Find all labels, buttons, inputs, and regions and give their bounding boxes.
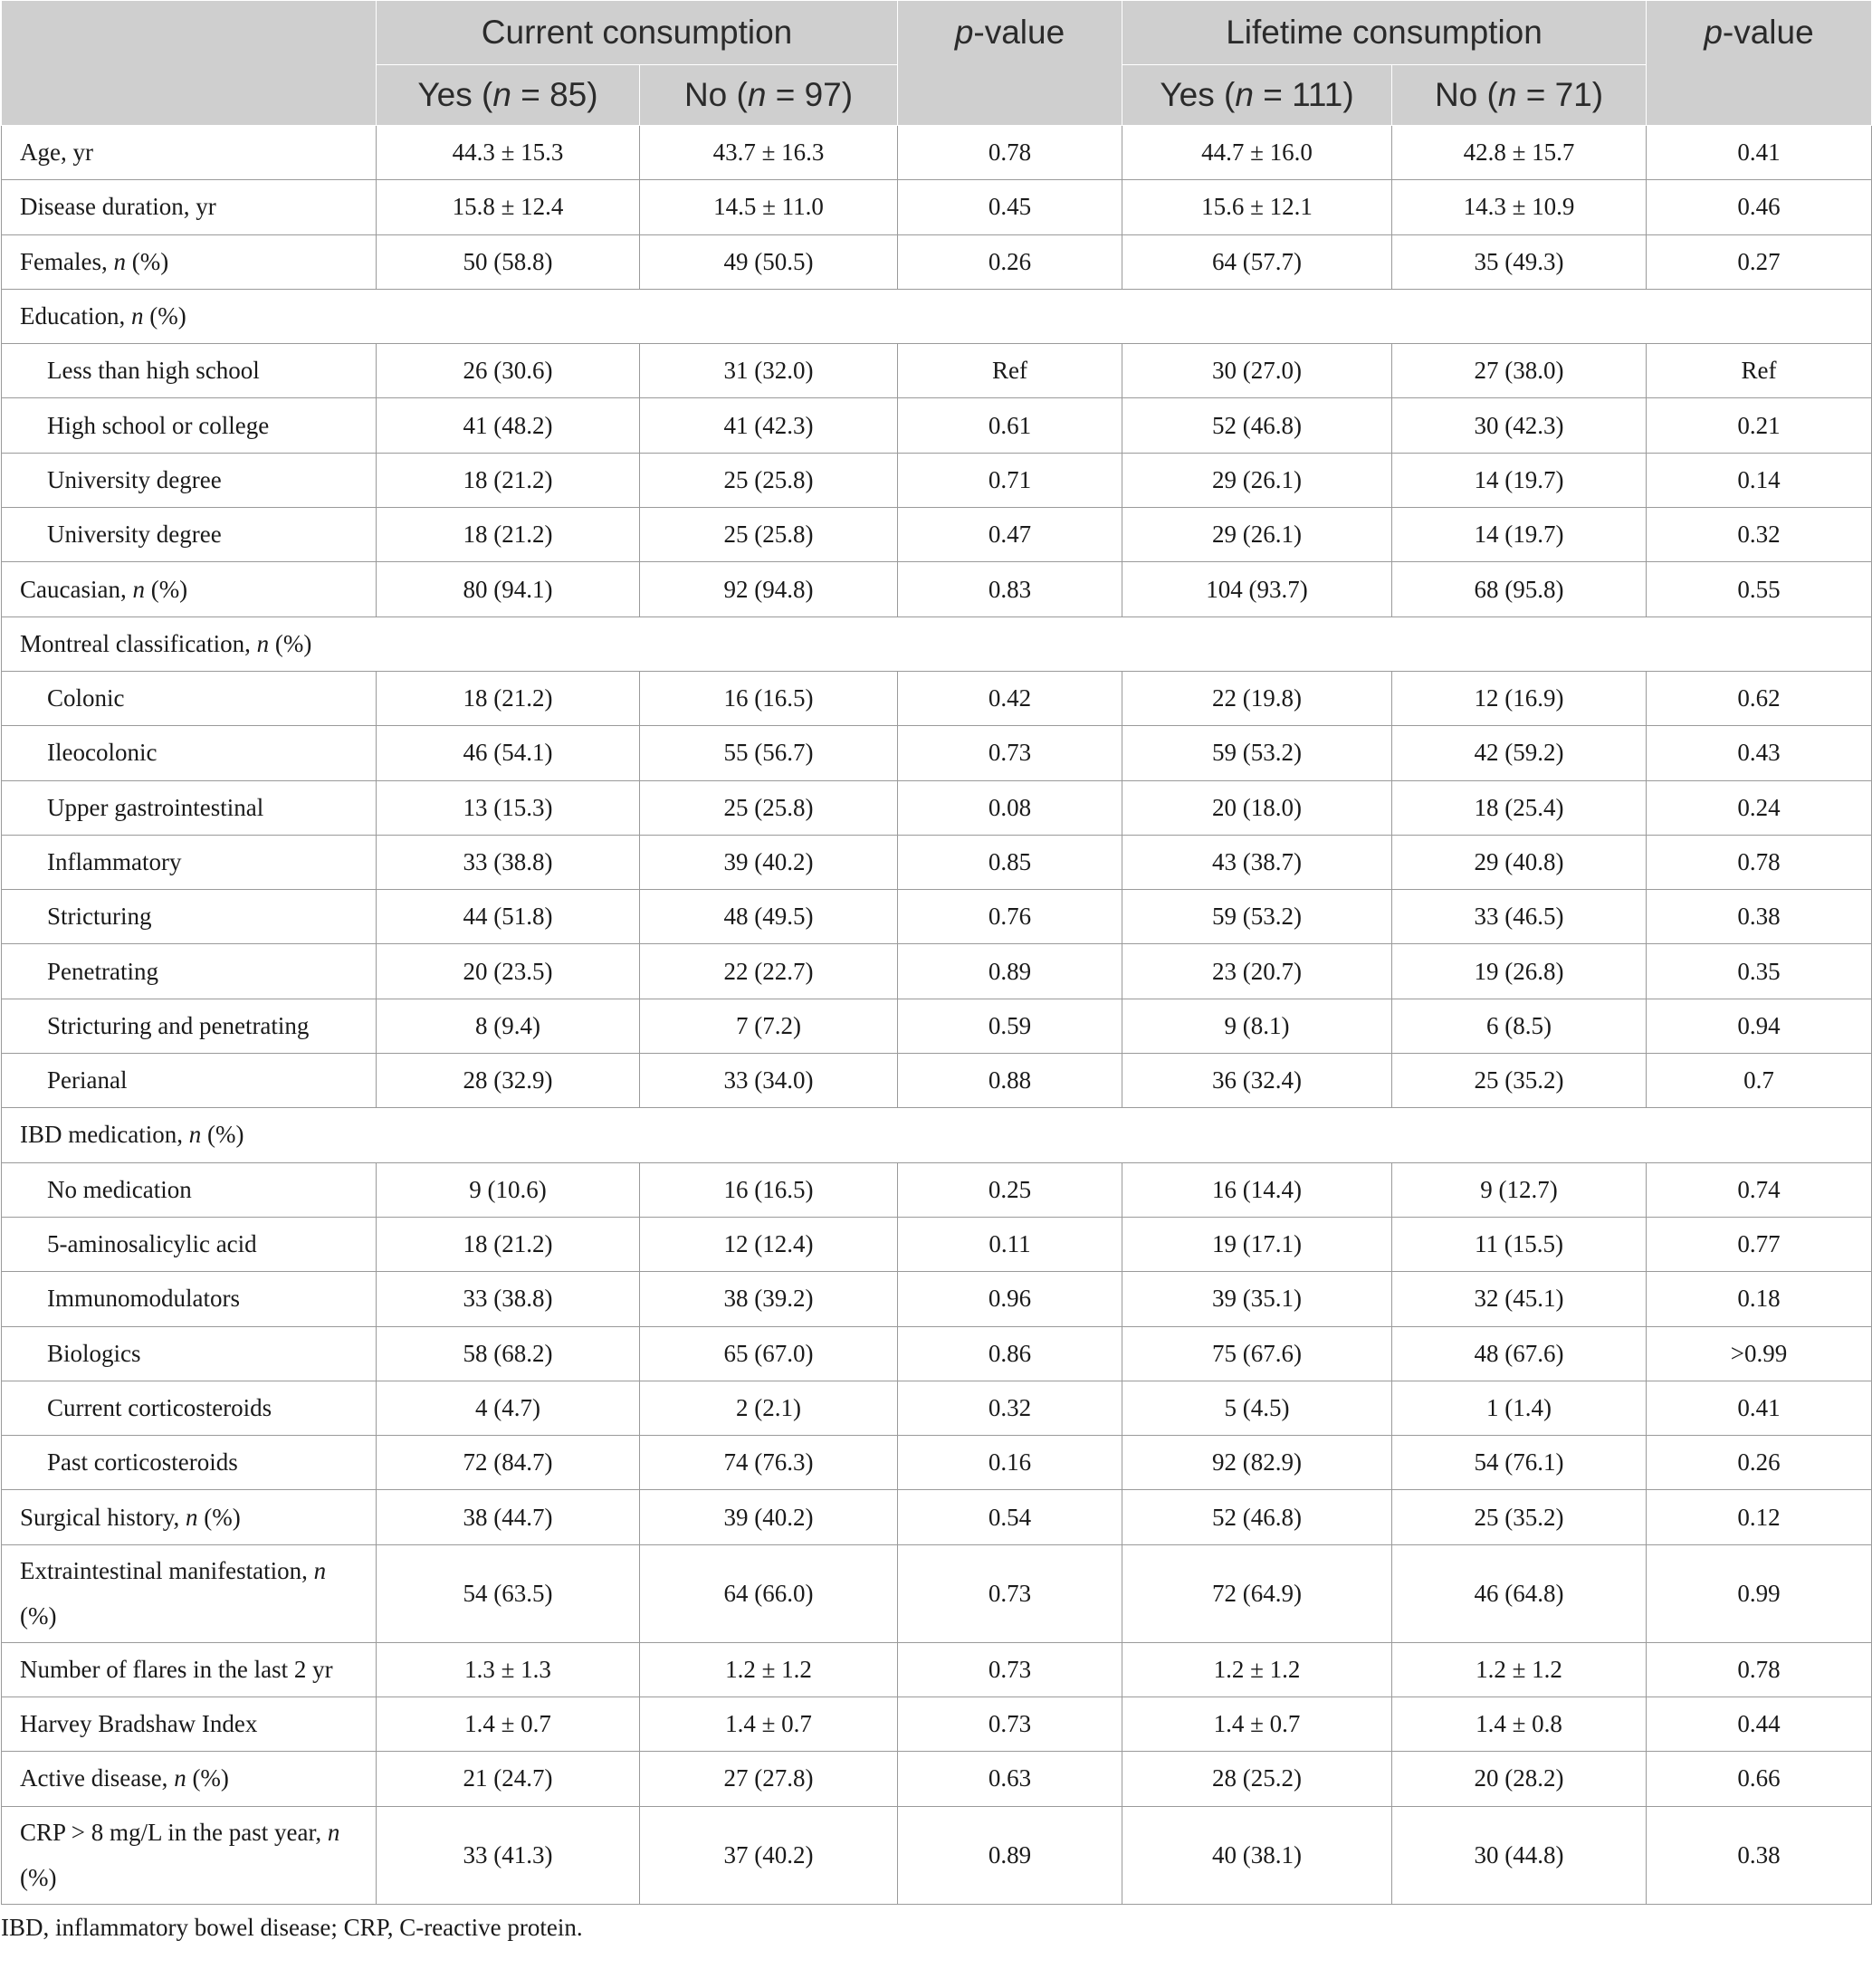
table-row (2, 453, 1872, 507)
current-pvalue-cell: 0.86 (898, 1326, 1122, 1381)
lifetime-pvalue-cell: 0.27 (1647, 234, 1872, 289)
lifetime-yes-cell: 5 (4.5) (1122, 1381, 1392, 1435)
lifetime-yes-cell: 23 (20.7) (1122, 944, 1392, 999)
header-pvalue-lifetime: p-value (1647, 1, 1872, 126)
current-yes-cell: 28 (32.9) (377, 1054, 640, 1108)
lifetime-no-cell: 35 (49.3) (1392, 234, 1647, 289)
current-no-cell: 25 (25.8) (640, 508, 898, 562)
section-label: IBD medication, n (%) (2, 1108, 1872, 1162)
lifetime-no-cell: 6 (8.5) (1392, 999, 1647, 1053)
row-label: Females, n (%) (2, 234, 377, 289)
row-label: University degree (2, 453, 377, 507)
current-pvalue-cell: 0.16 (898, 1436, 1122, 1490)
table-row (2, 562, 1872, 616)
current-yes-cell: 18 (21.2) (377, 508, 640, 562)
lifetime-yes-cell: 72 (64.9) (1122, 1544, 1392, 1642)
table-row (2, 1436, 1872, 1490)
lifetime-yes-cell: 29 (26.1) (1122, 508, 1392, 562)
lifetime-yes-cell: 1.4 ± 0.7 (1122, 1697, 1392, 1752)
characteristics-table (1, 0, 1872, 1905)
current-no-cell: 39 (40.2) (640, 1490, 898, 1544)
lifetime-pvalue-cell: >0.99 (1647, 1326, 1872, 1381)
row-label: University degree (2, 508, 377, 562)
table-row (2, 780, 1872, 835)
current-yes-cell: 41 (48.2) (377, 398, 640, 453)
row-label: Ileocolonic (2, 726, 377, 780)
current-no-cell: 25 (25.8) (640, 453, 898, 507)
current-pvalue-cell: 0.76 (898, 890, 1122, 944)
current-pvalue-cell: 0.54 (898, 1490, 1122, 1544)
row-label: Past corticosteroids (2, 1436, 377, 1490)
lifetime-no-cell: 33 (46.5) (1392, 890, 1647, 944)
row-label: Age, yr (2, 126, 377, 180)
header-lifetime-no: No (n = 71) (1392, 65, 1647, 126)
row-label: High school or college (2, 398, 377, 453)
lifetime-yes-cell: 29 (26.1) (1122, 453, 1392, 507)
current-pvalue-cell: 0.59 (898, 999, 1122, 1053)
lifetime-pvalue-cell: 0.7 (1647, 1054, 1872, 1108)
lifetime-pvalue-cell: 0.78 (1647, 1642, 1872, 1696)
current-no-cell: 41 (42.3) (640, 398, 898, 453)
lifetime-no-cell: 27 (38.0) (1392, 344, 1647, 398)
current-no-cell: 2 (2.1) (640, 1381, 898, 1435)
row-label: Penetrating (2, 944, 377, 999)
header-lifetime-yes: Yes (n = 111) (1122, 65, 1392, 126)
row-label: Inflammatory (2, 835, 377, 889)
table-row (2, 890, 1872, 944)
current-yes-cell: 33 (41.3) (377, 1806, 640, 1904)
lifetime-yes-cell: 39 (35.1) (1122, 1272, 1392, 1326)
table-row (2, 398, 1872, 453)
row-label: Biologics (2, 1326, 377, 1381)
lifetime-pvalue-cell: 0.38 (1647, 1806, 1872, 1904)
table-row (2, 508, 1872, 562)
lifetime-yes-cell: 75 (67.6) (1122, 1326, 1392, 1381)
lifetime-no-cell: 20 (28.2) (1392, 1752, 1647, 1806)
current-yes-cell: 33 (38.8) (377, 835, 640, 889)
current-yes-cell: 18 (21.2) (377, 1217, 640, 1271)
row-label: 5-aminosalicylic acid (2, 1217, 377, 1271)
row-label: Upper gastrointestinal (2, 780, 377, 835)
current-pvalue-cell: 0.89 (898, 1806, 1122, 1904)
row-label: Active disease, n (%) (2, 1752, 377, 1806)
header-blank-cell (2, 1, 377, 126)
table-row (2, 1162, 1872, 1217)
header-current-no: No (n = 97) (640, 65, 898, 126)
current-pvalue-cell: 0.47 (898, 508, 1122, 562)
lifetime-yes-cell: 30 (27.0) (1122, 344, 1392, 398)
current-no-cell: 43.7 ± 16.3 (640, 126, 898, 180)
lifetime-pvalue-cell: 0.41 (1647, 126, 1872, 180)
lifetime-yes-cell: 44.7 ± 16.0 (1122, 126, 1392, 180)
lifetime-pvalue-cell: 0.21 (1647, 398, 1872, 453)
current-pvalue-cell: 0.73 (898, 726, 1122, 780)
table-row (2, 1272, 1872, 1326)
current-yes-cell: 72 (84.7) (377, 1436, 640, 1490)
lifetime-pvalue-cell: 0.99 (1647, 1544, 1872, 1642)
lifetime-pvalue-cell: 0.77 (1647, 1217, 1872, 1271)
table-row (2, 1544, 1872, 1642)
lifetime-no-cell: 68 (95.8) (1392, 562, 1647, 616)
lifetime-yes-cell: 15.6 ± 12.1 (1122, 180, 1392, 234)
current-yes-cell: 33 (38.8) (377, 1272, 640, 1326)
table-row (2, 234, 1872, 289)
current-pvalue-cell: 0.63 (898, 1752, 1122, 1806)
table-row (2, 1217, 1872, 1271)
lifetime-no-cell: 14 (19.7) (1392, 453, 1647, 507)
lifetime-no-cell: 1.4 ± 0.8 (1392, 1697, 1647, 1752)
table-row (2, 344, 1872, 398)
current-no-cell: 49 (50.5) (640, 234, 898, 289)
lifetime-no-cell: 42.8 ± 15.7 (1392, 126, 1647, 180)
table-row (2, 126, 1872, 180)
current-yes-cell: 46 (54.1) (377, 726, 640, 780)
current-yes-cell: 44.3 ± 15.3 (377, 126, 640, 180)
table-row (2, 1642, 1872, 1696)
current-pvalue-cell: 0.08 (898, 780, 1122, 835)
current-no-cell: 33 (34.0) (640, 1054, 898, 1108)
lifetime-pvalue-cell: 0.24 (1647, 780, 1872, 835)
lifetime-pvalue-cell: 0.44 (1647, 1697, 1872, 1752)
current-yes-cell: 58 (68.2) (377, 1326, 640, 1381)
lifetime-yes-cell: 52 (46.8) (1122, 1490, 1392, 1544)
row-label: Caucasian, n (%) (2, 562, 377, 616)
table-row (2, 671, 1872, 725)
current-pvalue-cell: 0.96 (898, 1272, 1122, 1326)
current-yes-cell: 8 (9.4) (377, 999, 640, 1053)
lifetime-pvalue-cell: 0.14 (1647, 453, 1872, 507)
current-no-cell: 31 (32.0) (640, 344, 898, 398)
lifetime-no-cell: 54 (76.1) (1392, 1436, 1647, 1490)
lifetime-pvalue-cell: 0.35 (1647, 944, 1872, 999)
current-no-cell: 27 (27.8) (640, 1752, 898, 1806)
table-row (2, 1490, 1872, 1544)
current-yes-cell: 54 (63.5) (377, 1544, 640, 1642)
current-no-cell: 1.2 ± 1.2 (640, 1642, 898, 1696)
current-pvalue-cell: 0.11 (898, 1217, 1122, 1271)
lifetime-yes-cell: 22 (19.8) (1122, 671, 1392, 725)
lifetime-yes-cell: 36 (32.4) (1122, 1054, 1392, 1108)
lifetime-no-cell: 18 (25.4) (1392, 780, 1647, 835)
row-label: Extraintestinal manifestation, n (%) (2, 1544, 377, 1642)
lifetime-yes-cell: 9 (8.1) (1122, 999, 1392, 1053)
lifetime-pvalue-cell: Ref (1647, 344, 1872, 398)
current-yes-cell: 44 (51.8) (377, 890, 640, 944)
lifetime-no-cell: 30 (44.8) (1392, 1806, 1647, 1904)
current-yes-cell: 4 (4.7) (377, 1381, 640, 1435)
lifetime-pvalue-cell: 0.55 (1647, 562, 1872, 616)
current-pvalue-cell: 0.88 (898, 1054, 1122, 1108)
section-row (2, 289, 1872, 343)
lifetime-no-cell: 12 (16.9) (1392, 671, 1647, 725)
row-label: Number of flares in the last 2 yr (2, 1642, 377, 1696)
lifetime-pvalue-cell: 0.32 (1647, 508, 1872, 562)
current-yes-cell: 38 (44.7) (377, 1490, 640, 1544)
current-no-cell: 1.4 ± 0.7 (640, 1697, 898, 1752)
lifetime-pvalue-cell: 0.43 (1647, 726, 1872, 780)
row-label: Surgical history, n (%) (2, 1490, 377, 1544)
table-row (2, 835, 1872, 889)
row-label: No medication (2, 1162, 377, 1217)
table-body (2, 126, 1872, 1905)
row-label: Immunomodulators (2, 1272, 377, 1326)
lifetime-no-cell: 42 (59.2) (1392, 726, 1647, 780)
table-row (2, 1697, 1872, 1752)
lifetime-yes-cell: 92 (82.9) (1122, 1436, 1392, 1490)
header-current-yes: Yes (n = 85) (377, 65, 640, 126)
current-no-cell: 16 (16.5) (640, 671, 898, 725)
lifetime-no-cell: 30 (42.3) (1392, 398, 1647, 453)
current-no-cell: 12 (12.4) (640, 1217, 898, 1271)
lifetime-no-cell: 48 (67.6) (1392, 1326, 1647, 1381)
section-row (2, 616, 1872, 671)
lifetime-no-cell: 46 (64.8) (1392, 1544, 1647, 1642)
current-no-cell: 48 (49.5) (640, 890, 898, 944)
current-no-cell: 55 (56.7) (640, 726, 898, 780)
table-row (2, 1381, 1872, 1435)
lifetime-yes-cell: 16 (14.4) (1122, 1162, 1392, 1217)
current-yes-cell: 20 (23.5) (377, 944, 640, 999)
current-pvalue-cell: 0.73 (898, 1642, 1122, 1696)
lifetime-yes-cell: 59 (53.2) (1122, 890, 1392, 944)
section-row (2, 1108, 1872, 1162)
row-label: Perianal (2, 1054, 377, 1108)
current-yes-cell: 21 (24.7) (377, 1752, 640, 1806)
current-yes-cell: 9 (10.6) (377, 1162, 640, 1217)
table-row (2, 944, 1872, 999)
lifetime-no-cell: 14.3 ± 10.9 (1392, 180, 1647, 234)
current-yes-cell: 1.4 ± 0.7 (377, 1697, 640, 1752)
row-label: Stricturing (2, 890, 377, 944)
row-label: Less than high school (2, 344, 377, 398)
current-pvalue-cell: 0.73 (898, 1544, 1122, 1642)
current-pvalue-cell: 0.78 (898, 126, 1122, 180)
lifetime-no-cell: 25 (35.2) (1392, 1490, 1647, 1544)
current-pvalue-cell: 0.32 (898, 1381, 1122, 1435)
lifetime-yes-cell: 28 (25.2) (1122, 1752, 1392, 1806)
lifetime-no-cell: 14 (19.7) (1392, 508, 1647, 562)
section-label: Montreal classification, n (%) (2, 616, 1872, 671)
current-no-cell: 25 (25.8) (640, 780, 898, 835)
current-no-cell: 74 (76.3) (640, 1436, 898, 1490)
current-pvalue-cell: 0.26 (898, 234, 1122, 289)
lifetime-pvalue-cell: 0.18 (1647, 1272, 1872, 1326)
lifetime-pvalue-cell: 0.94 (1647, 999, 1872, 1053)
lifetime-no-cell: 1 (1.4) (1392, 1381, 1647, 1435)
row-label: Stricturing and penetrating (2, 999, 377, 1053)
section-label: Education, n (%) (2, 289, 1872, 343)
lifetime-pvalue-cell: 0.74 (1647, 1162, 1872, 1217)
lifetime-pvalue-cell: 0.66 (1647, 1752, 1872, 1806)
lifetime-no-cell: 29 (40.8) (1392, 835, 1647, 889)
current-no-cell: 92 (94.8) (640, 562, 898, 616)
lifetime-no-cell: 32 (45.1) (1392, 1272, 1647, 1326)
current-yes-cell: 18 (21.2) (377, 671, 640, 725)
table-row (2, 726, 1872, 780)
table-footnote: IBD, inflammatory bowel disease; CRP, C-reactive protein. (1, 1913, 583, 1941)
current-pvalue-cell: 0.61 (898, 398, 1122, 453)
row-label: Harvey Bradshaw Index (2, 1697, 377, 1752)
current-no-cell: 64 (66.0) (640, 1544, 898, 1642)
current-pvalue-cell: 0.71 (898, 453, 1122, 507)
current-yes-cell: 50 (58.8) (377, 234, 640, 289)
lifetime-pvalue-cell: 0.12 (1647, 1490, 1872, 1544)
lifetime-yes-cell: 19 (17.1) (1122, 1217, 1392, 1271)
lifetime-yes-cell: 104 (93.7) (1122, 562, 1392, 616)
header-pvalue-current: p-value (898, 1, 1122, 126)
lifetime-yes-cell: 1.2 ± 1.2 (1122, 1642, 1392, 1696)
current-yes-cell: 26 (30.6) (377, 344, 640, 398)
lifetime-pvalue-cell: 0.26 (1647, 1436, 1872, 1490)
current-yes-cell: 80 (94.1) (377, 562, 640, 616)
current-no-cell: 14.5 ± 11.0 (640, 180, 898, 234)
header-lifetime-consumption: Lifetime consumption (1122, 1, 1647, 65)
lifetime-pvalue-cell: 0.78 (1647, 835, 1872, 889)
current-pvalue-cell: 0.42 (898, 671, 1122, 725)
lifetime-no-cell: 9 (12.7) (1392, 1162, 1647, 1217)
table-row (2, 1806, 1872, 1904)
current-no-cell: 37 (40.2) (640, 1806, 898, 1904)
row-label: Colonic (2, 671, 377, 725)
table-row (2, 1752, 1872, 1806)
row-label: Current corticosteroids (2, 1381, 377, 1435)
lifetime-yes-cell: 43 (38.7) (1122, 835, 1392, 889)
current-no-cell: 7 (7.2) (640, 999, 898, 1053)
lifetime-yes-cell: 52 (46.8) (1122, 398, 1392, 453)
lifetime-yes-cell: 64 (57.7) (1122, 234, 1392, 289)
lifetime-no-cell: 25 (35.2) (1392, 1054, 1647, 1108)
current-no-cell: 16 (16.5) (640, 1162, 898, 1217)
table-row (2, 1054, 1872, 1108)
current-pvalue-cell: 0.85 (898, 835, 1122, 889)
current-pvalue-cell: 0.89 (898, 944, 1122, 999)
current-pvalue-cell: 0.83 (898, 562, 1122, 616)
current-pvalue-cell: 0.25 (898, 1162, 1122, 1217)
current-no-cell: 38 (39.2) (640, 1272, 898, 1326)
lifetime-yes-cell: 40 (38.1) (1122, 1806, 1392, 1904)
current-pvalue-cell: 0.45 (898, 180, 1122, 234)
lifetime-yes-cell: 20 (18.0) (1122, 780, 1392, 835)
current-yes-cell: 1.3 ± 1.3 (377, 1642, 640, 1696)
current-yes-cell: 13 (15.3) (377, 780, 640, 835)
lifetime-no-cell: 19 (26.8) (1392, 944, 1647, 999)
lifetime-no-cell: 11 (15.5) (1392, 1217, 1647, 1271)
table-row (2, 1326, 1872, 1381)
current-pvalue-cell: 0.73 (898, 1697, 1122, 1752)
current-pvalue-cell: Ref (898, 344, 1122, 398)
current-no-cell: 65 (67.0) (640, 1326, 898, 1381)
lifetime-pvalue-cell: 0.41 (1647, 1381, 1872, 1435)
row-label: Disease duration, yr (2, 180, 377, 234)
current-yes-cell: 18 (21.2) (377, 453, 640, 507)
table-row (2, 999, 1872, 1053)
current-yes-cell: 15.8 ± 12.4 (377, 180, 640, 234)
header-current-consumption: Current consumption (377, 1, 898, 65)
current-no-cell: 22 (22.7) (640, 944, 898, 999)
current-no-cell: 39 (40.2) (640, 835, 898, 889)
lifetime-no-cell: 1.2 ± 1.2 (1392, 1642, 1647, 1696)
lifetime-pvalue-cell: 0.46 (1647, 180, 1872, 234)
row-label: CRP > 8 mg/L in the past year, n (%) (2, 1806, 377, 1904)
lifetime-pvalue-cell: 0.62 (1647, 671, 1872, 725)
lifetime-pvalue-cell: 0.38 (1647, 890, 1872, 944)
table-row (2, 180, 1872, 234)
lifetime-yes-cell: 59 (53.2) (1122, 726, 1392, 780)
